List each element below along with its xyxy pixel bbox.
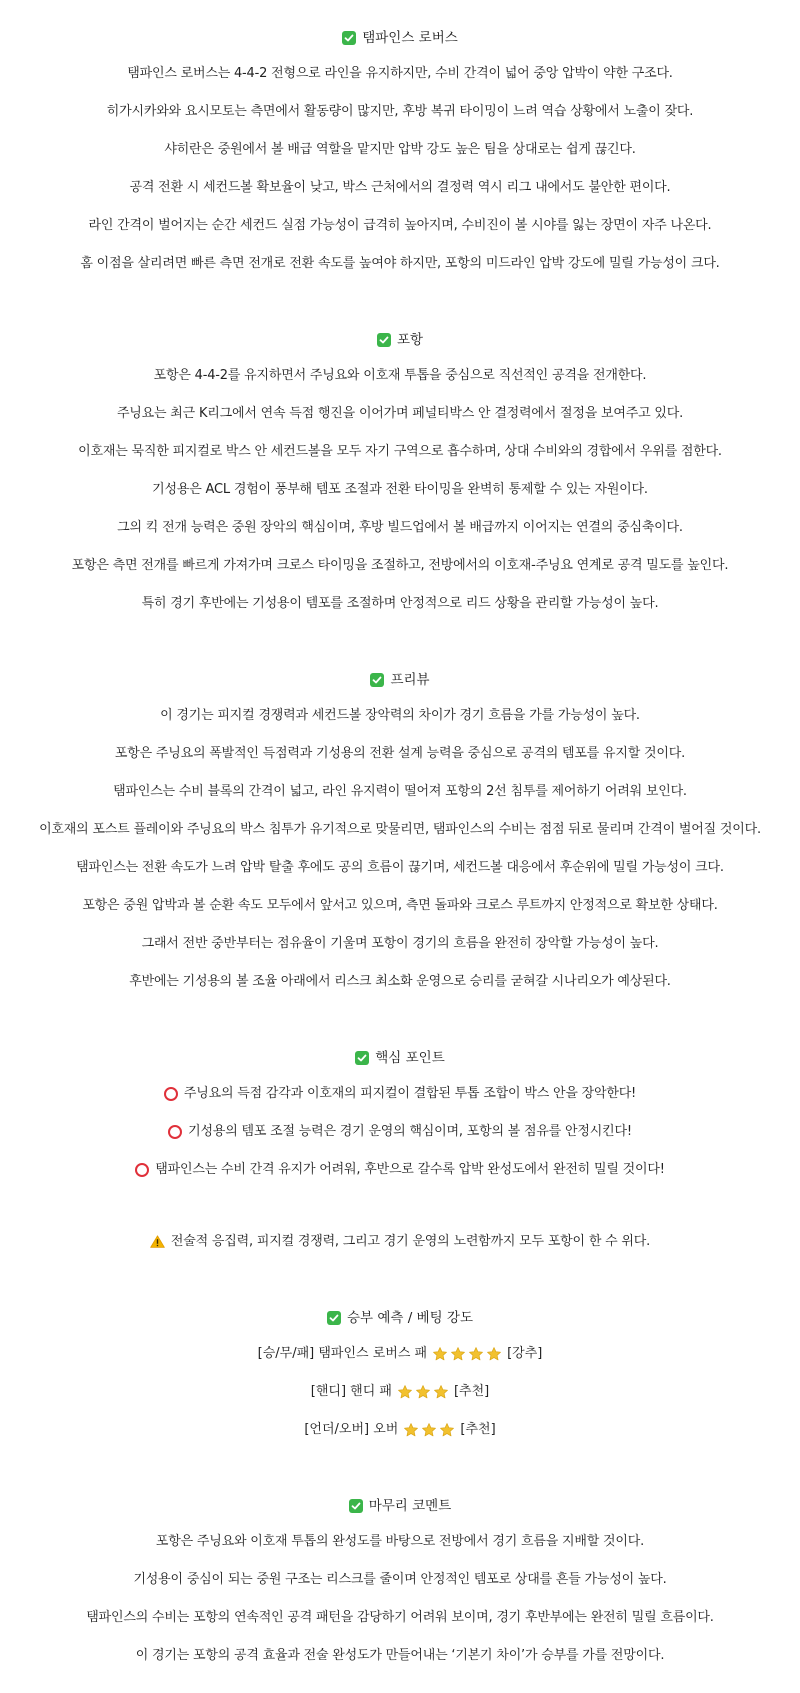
paragraph-line: 후반에는 기성용의 볼 조율 아래에서 리스크 최소화 운영으로 승리를 굳혀갈 시나리오가 예상된다. <box>129 974 671 989</box>
paragraph-line: 기성용은 ACL 경험이 풍부해 템포 조절과 전환 타이밍을 완벽히 통제할 수 있는 자원이다. <box>152 482 648 497</box>
section-pohang <box>0 327 800 617</box>
star-icon <box>397 1384 413 1400</box>
key-point-text: 주닝요의 득점 감각과 이호재의 피지컬이 결합된 투톱 조합이 박스 안을 장악한다! <box>183 1086 637 1101</box>
bet-strength: [강추] <box>507 1346 543 1361</box>
paragraph-line: 포항은 측면 전개를 빠르게 가져가며 크로스 타이밍을 조절하고, 전방에서의 이호재-주닝요 연계로 공격 밀도를 높인다. <box>71 558 729 573</box>
section-heading <box>0 1305 800 1341</box>
check-box-icon <box>370 673 384 687</box>
paragraph-line: 홈 이점을 살리려면 빠른 측면 전개로 전환 속도를 높여야 하지만, 포항의 미드라인 압박 강도에 밀릴 가능성이 크다. <box>80 256 720 271</box>
section-key-points <box>0 1045 800 1255</box>
star-icon <box>433 1384 449 1400</box>
paragraph-line: 샤히란은 중원에서 볼 배급 역할을 맡지만 압박 강도 높은 팀을 상대로는 쉽게 끊긴다. <box>164 142 636 157</box>
paragraph-line: 히가시카와와 요시모토는 측면에서 활동량이 많지만, 후방 복귀 타이밍이 느려 역습 상황에서 노출이 잦다. <box>106 104 694 119</box>
bet-pick-label: [언더/오버] 오버 <box>304 1422 399 1437</box>
star-icon <box>421 1422 437 1438</box>
star-icon <box>432 1346 448 1362</box>
key-point-item <box>0 1081 800 1119</box>
check-box-icon <box>327 1311 341 1325</box>
paragraph-line: 라인 간격이 벌어지는 순간 세컨드 실점 가능성이 급격히 높아지며, 수비진이 볼 시야를 잃는 장면이 자주 나온다. <box>88 218 712 233</box>
key-point-item <box>0 1119 800 1157</box>
star-rating <box>397 1384 449 1400</box>
star-icon <box>468 1346 484 1362</box>
paragraph-line: 주닝요는 최근 K리그에서 연속 득점 행진을 이어가며 페널티박스 안 결정력에서 절정을 보여주고 있다. <box>116 406 684 421</box>
star-icon <box>415 1384 431 1400</box>
paragraph-line: 이 경기는 피지컬 경쟁력과 세컨드볼 장악력의 차이가 경기 흐름을 가를 가능성이 높다. <box>160 708 640 723</box>
paragraph-line: 공격 전환 시 세컨드볼 확보율이 낮고, 박스 근처에서의 결정력 역시 리그 내에서도 불안한 편이다. <box>129 180 671 195</box>
key-point-item <box>0 1157 800 1183</box>
paragraph-line: 탬파인스 로버스는 4-4-2 전형으로 라인을 유지하지만, 수비 간격이 넓어 중앙 압박이 약한 구조다. <box>127 66 673 81</box>
section-title: 핵심 포인트 <box>375 1050 445 1066</box>
bet-pick <box>0 1379 800 1417</box>
star-rating <box>432 1346 502 1362</box>
paragraph-line: 이 경기는 포항의 공격 효율과 전술 완성도가 만들어내는 ‘기본기 차이’가 승부를 가를 전망이다. <box>135 1648 665 1663</box>
bet-pick <box>0 1341 800 1379</box>
check-box-icon <box>342 31 356 45</box>
paragraph-line: 포항은 주닝요의 폭발적인 득점력과 기성용의 전환 설계 능력을 중심으로 공격의 템포를 유지할 것이다. <box>114 746 686 761</box>
paragraph-line: 기성용이 중심이 되는 중원 구조는 리스크를 줄이며 안정적인 템포로 상대를 흔들 가능성이 높다. <box>133 1572 667 1587</box>
paragraph-line: 포항은 4-4-2를 유지하면서 주닝요와 이호재 투톱을 중심으로 직선적인 공격을 전개한다. <box>153 368 647 383</box>
red-circle-icon <box>135 1163 149 1177</box>
section-tampines <box>0 25 800 277</box>
paragraph-line: 포항은 주닝요와 이호재 투톱의 완성도를 바탕으로 전방에서 경기 흐름을 지배할 것이다. <box>155 1534 645 1549</box>
bet-strength: [추천] <box>453 1384 490 1399</box>
section-preview <box>0 667 800 995</box>
paragraph-line: 그래서 전반 중반부터는 점유율이 기울며 포항이 경기의 흐름을 완전히 장악할 가능성이 높다. <box>141 936 659 951</box>
section-title: 탬파인스 로버스 <box>362 30 458 46</box>
check-box-icon <box>377 333 391 347</box>
section-heading <box>0 1045 800 1081</box>
bet-pick-label: [승/무/패] 탬파인스 로버스 패 <box>257 1346 428 1361</box>
star-icon <box>450 1346 466 1362</box>
paragraph-line: 특히 경기 후반에는 기성용이 템포를 조절하며 안정적으로 리드 상황을 관리할 가능성이 높다. <box>141 596 659 611</box>
star-rating <box>403 1422 455 1438</box>
section-title: 승부 예측 / 베팅 강도 <box>346 1310 474 1326</box>
warning-icon <box>150 1235 165 1248</box>
section-closing <box>0 1493 800 1669</box>
check-box-icon <box>349 1499 363 1513</box>
paragraph-line: 이호재의 포스트 플레이와 주닝요의 박스 침투가 유기적으로 맞물리면, 탬파인스의 수비는 점점 뒤로 물리며 간격이 벌어질 것이다. <box>39 822 761 837</box>
section-title: 마무리 코멘트 <box>368 1498 452 1514</box>
paragraph-line: 탬파인스는 수비 블록의 간격이 넓고, 라인 유지력이 떨어져 포항의 2선 침투를 제어하기 어려워 보인다. <box>113 784 687 799</box>
red-circle-icon <box>164 1087 178 1101</box>
key-point-text: 기성용의 템포 조절 능력은 경기 운영의 핵심이며, 포항의 볼 점유를 안정시킨다! <box>188 1124 632 1139</box>
warning-text: 전술적 응집력, 피지컬 경쟁력, 그리고 경기 운영의 노련함까지 모두 포항이 한 수 위다. <box>170 1234 651 1249</box>
warning-note <box>0 1229 800 1255</box>
bet-pick <box>0 1417 800 1443</box>
section-title: 포항 <box>396 332 424 348</box>
paragraph-line: 그의 킥 전개 능력은 중원 장악의 핵심이며, 후방 빌드업에서 볼 배급까지 이어지는 연결의 중심축이다. <box>117 520 683 535</box>
paragraph-line: 탬파인스의 수비는 포항의 연속적인 공격 패턴을 감당하기 어려워 보이며, 경기 후반부에는 완전히 밀릴 흐름이다. <box>86 1610 714 1625</box>
star-icon <box>403 1422 419 1438</box>
paragraph-line: 이호재는 묵직한 피지컬로 박스 안 세컨드볼을 모두 자기 구역으로 흡수하며, 상대 수비와의 경합에서 우위를 점한다. <box>78 444 722 459</box>
section-heading <box>0 327 800 363</box>
section-betting <box>0 1305 800 1443</box>
star-icon <box>486 1346 502 1362</box>
section-heading <box>0 667 800 703</box>
bet-pick-label: [핸디] 핸디 패 <box>310 1384 392 1399</box>
paragraph-line: 포항은 중원 압박과 볼 순환 속도 모두에서 앞서고 있으며, 측면 돌파와 크로스 루트까지 안정적으로 확보한 상태다. <box>82 898 718 913</box>
key-point-text: 탬파인스는 수비 간격 유지가 어려워, 후반으로 갈수록 압박 완성도에서 완전히 밀릴 것이다! <box>155 1162 665 1177</box>
section-heading <box>0 25 800 61</box>
paragraph-line: 탬파인스는 전환 속도가 느려 압박 탈출 후에도 공의 흐름이 끊기며, 세컨드볼 대응에서 후순위에 밀릴 가능성이 크다. <box>76 860 724 875</box>
red-circle-icon <box>168 1125 182 1139</box>
section-title: 프리뷰 <box>390 672 430 688</box>
section-heading <box>0 1493 800 1529</box>
star-icon <box>439 1422 455 1438</box>
bet-strength: [추천] <box>460 1422 496 1437</box>
check-box-icon <box>355 1051 369 1065</box>
